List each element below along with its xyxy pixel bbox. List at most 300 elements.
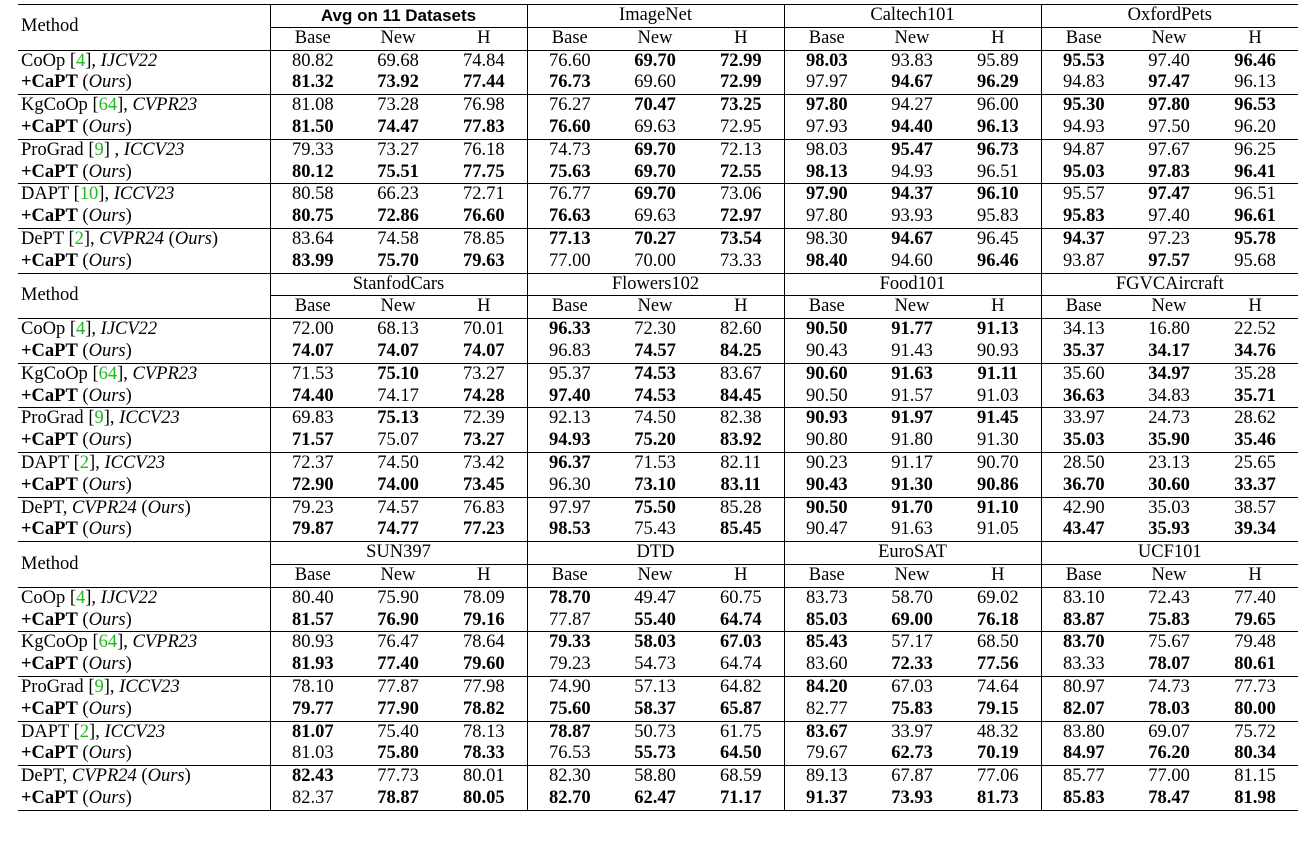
value-cell: 90.80 — [784, 430, 869, 452]
value-cell: 72.90 — [270, 475, 355, 497]
value-cell: 98.13 — [784, 162, 869, 184]
citation-link[interactable]: 4 — [76, 50, 86, 71]
value-cell: 71.53 — [612, 452, 698, 474]
value-cell: 74.28 — [462, 385, 505, 406]
value-cell: 72.00 — [270, 319, 355, 341]
method-name: +CaPT — [21, 787, 78, 808]
ours-label: Ours — [88, 340, 126, 361]
value-cell: 77.13 — [527, 228, 612, 250]
metric-header: Base — [270, 27, 355, 50]
table-row — [18, 632, 1298, 654]
value-cell: 82.30 — [527, 766, 612, 788]
method-cell: DePT, CVPR24 (Ours) — [18, 766, 270, 788]
value-cell: 91.77 — [869, 319, 955, 341]
value-cell: 69.83 — [270, 408, 355, 430]
value-cell: 74.58 — [355, 228, 441, 250]
venue-label: ICCV23 — [119, 676, 180, 697]
metric-header: Base — [784, 564, 869, 587]
value-cell: 64.82 — [698, 676, 784, 698]
venue-label: IJCV22 — [100, 587, 158, 608]
table-row — [18, 72, 1298, 94]
metric-header: Base — [1041, 564, 1126, 587]
table-row — [18, 699, 1298, 721]
value-cell: 72.13 — [698, 139, 784, 161]
method-cell: +CaPT (Ours) — [21, 609, 132, 630]
value-cell: 81.50 — [270, 117, 355, 139]
table-row — [18, 386, 1298, 408]
value-cell: 96.13 — [976, 116, 1019, 137]
value-cell: 96.53 — [1212, 95, 1298, 117]
value-cell: 92.13 — [527, 408, 612, 430]
value-cell: 78.03 — [1148, 698, 1190, 719]
value-cell: 69.70 — [634, 161, 676, 182]
value-cell: 77.06 — [955, 766, 1041, 788]
value-cell: 73.25 — [698, 95, 784, 117]
value-cell: 80.82 — [270, 50, 355, 72]
venue-label: CVPR23 — [132, 632, 198, 653]
method-cell: +CaPT (Ours) — [21, 206, 132, 227]
value-cell: 76.18 — [976, 609, 1019, 630]
value-cell: 72.55 — [719, 161, 762, 182]
value-cell: 94.27 — [869, 95, 955, 117]
value-cell: 72.99 — [698, 50, 784, 72]
metric-header: New — [1126, 564, 1212, 587]
value-cell: 49.47 — [612, 587, 698, 609]
value-cell: 70.19 — [976, 743, 1019, 764]
citation-link[interactable]: 9 — [94, 676, 104, 697]
method-cell: +CaPT (Ours) — [21, 698, 132, 719]
value-cell: 79.23 — [270, 497, 355, 519]
method-cell: ProGrad [9] , ICCV23 — [18, 139, 270, 161]
value-cell: 64.74 — [719, 654, 762, 675]
value-cell: 74.17 — [377, 385, 419, 406]
value-cell: 98.30 — [784, 228, 869, 250]
value-cell: 75.83 — [891, 698, 933, 719]
value-cell: 80.01 — [441, 766, 527, 788]
value-cell: 74.00 — [377, 474, 419, 495]
value-cell: 77.00 — [1126, 766, 1212, 788]
value-cell: 80.40 — [270, 587, 355, 609]
value-cell: 82.70 — [527, 788, 612, 810]
value-cell: 57.17 — [869, 632, 955, 654]
value-cell: 80.58 — [270, 184, 355, 206]
metric-header: New — [1126, 27, 1212, 50]
value-cell: 96.25 — [1212, 139, 1298, 161]
value-cell: 83.67 — [784, 721, 869, 743]
table-row — [18, 228, 1298, 250]
citation-link[interactable]: 4 — [76, 587, 86, 608]
value-cell: 94.93 — [891, 161, 933, 182]
value-cell: 90.70 — [955, 452, 1041, 474]
value-cell: 77.23 — [462, 519, 505, 540]
value-cell: 95.89 — [955, 50, 1041, 72]
value-cell: 78.85 — [441, 228, 527, 250]
method-name: +CaPT — [21, 72, 78, 93]
value-cell: 79.48 — [1212, 632, 1298, 654]
value-cell: 73.42 — [441, 452, 527, 474]
ours-label: Ours — [88, 116, 126, 137]
value-cell: 79.60 — [462, 654, 505, 675]
metric-header: New — [612, 564, 698, 587]
value-cell: 96.30 — [527, 475, 612, 497]
value-cell: 77.83 — [462, 116, 505, 137]
value-cell: 78.70 — [527, 587, 612, 609]
value-cell: 75.10 — [355, 363, 441, 385]
value-cell: 79.16 — [462, 609, 505, 630]
value-cell: 55.40 — [634, 609, 676, 630]
metric-header: Base — [270, 296, 355, 319]
value-cell: 77.00 — [527, 251, 612, 273]
value-cell: 69.70 — [612, 50, 698, 72]
value-cell: 77.98 — [441, 676, 527, 698]
method-name: +CaPT — [21, 250, 78, 271]
value-cell: 79.67 — [784, 743, 869, 765]
value-cell: 96.73 — [955, 139, 1041, 161]
table-row — [18, 184, 1298, 206]
value-cell: 94.67 — [869, 228, 955, 250]
value-cell: 81.98 — [1212, 788, 1298, 810]
value-cell: 75.13 — [355, 408, 441, 430]
value-cell: 67.03 — [698, 632, 784, 654]
table-row — [18, 319, 1298, 341]
table-row — [18, 610, 1298, 632]
value-cell: 94.60 — [891, 250, 933, 271]
value-cell: 55.73 — [634, 743, 676, 764]
ours-label: Ours — [88, 654, 126, 675]
value-cell: 81.32 — [270, 72, 355, 94]
metric-header: Base — [784, 296, 869, 319]
dataset-header-row — [18, 542, 1298, 565]
value-cell: 75.90 — [355, 587, 441, 609]
value-cell: 61.75 — [698, 721, 784, 743]
value-cell: 93.93 — [891, 206, 933, 227]
value-cell: 69.68 — [355, 50, 441, 72]
value-cell: 70.01 — [441, 319, 527, 341]
metric-header: New — [355, 296, 441, 319]
value-cell: 58.70 — [869, 587, 955, 609]
value-cell: 75.20 — [634, 430, 676, 451]
value-cell: 77.73 — [1212, 676, 1298, 698]
value-cell: 96.51 — [976, 161, 1019, 182]
value-cell: 80.75 — [270, 206, 355, 228]
value-cell: 35.93 — [1148, 519, 1190, 540]
method-cell: DAPT [2], ICCV23 — [18, 452, 270, 474]
value-cell: 76.77 — [527, 184, 612, 206]
value-cell: 77.40 — [1212, 587, 1298, 609]
ours-label: Ours — [88, 206, 126, 227]
value-cell: 85.28 — [698, 497, 784, 519]
value-cell: 68.13 — [355, 319, 441, 341]
value-cell: 39.34 — [1234, 519, 1276, 540]
dataset-header: EuroSAT — [784, 542, 1041, 565]
value-cell: 34.83 — [1148, 385, 1190, 406]
citation-link[interactable]: 4 — [76, 319, 86, 340]
value-cell: 76.73 — [527, 72, 612, 94]
value-cell: 79.33 — [270, 139, 355, 161]
value-cell: 73.45 — [462, 474, 505, 495]
ours-label: Ours — [174, 228, 212, 249]
value-cell: 36.63 — [1041, 386, 1126, 408]
value-cell: 80.00 — [1234, 698, 1276, 719]
citation-link[interactable]: 2 — [79, 452, 90, 473]
value-cell: 85.43 — [784, 632, 869, 654]
metric-header: H — [698, 564, 784, 587]
method-cell: DAPT [10], ICCV23 — [18, 184, 270, 206]
method-name: +CaPT — [21, 430, 78, 451]
value-cell: 77.87 — [355, 676, 441, 698]
citation-link[interactable]: 2 — [74, 228, 84, 249]
value-cell: 96.45 — [955, 228, 1041, 250]
value-cell: 76.47 — [355, 632, 441, 654]
value-cell: 84.45 — [719, 385, 762, 406]
value-cell: 90.50 — [784, 319, 869, 341]
dataset-header: OxfordPets — [1041, 5, 1298, 28]
venue-label: CVPR24 — [72, 497, 137, 518]
value-cell: 84.25 — [719, 340, 762, 361]
value-cell: 34.97 — [1126, 363, 1212, 385]
value-cell: 97.93 — [784, 117, 869, 139]
dataset-header-row — [18, 5, 1298, 28]
value-cell: 91.17 — [869, 452, 955, 474]
value-cell: 94.67 — [891, 72, 933, 93]
value-cell: 75.51 — [377, 161, 419, 182]
method-name: ProGrad — [21, 139, 84, 160]
value-cell: 96.33 — [527, 319, 612, 341]
value-cell: 83.33 — [1041, 654, 1126, 676]
table-row — [18, 341, 1298, 363]
value-cell: 84.20 — [784, 676, 869, 698]
ours-label: Ours — [147, 766, 185, 787]
value-cell: 66.23 — [355, 184, 441, 206]
value-cell: 78.47 — [1126, 788, 1212, 810]
method-name: +CaPT — [21, 116, 78, 137]
value-cell: 96.46 — [976, 250, 1019, 271]
value-cell: 76.83 — [441, 497, 527, 519]
method-name: +CaPT — [21, 743, 78, 764]
value-cell: 72.39 — [441, 408, 527, 430]
value-cell: 96.83 — [527, 341, 612, 363]
value-cell: 24.73 — [1126, 408, 1212, 430]
value-cell: 81.57 — [270, 610, 355, 632]
value-cell: 97.40 — [1126, 50, 1212, 72]
value-cell: 97.40 — [527, 386, 612, 408]
method-name: +CaPT — [21, 519, 78, 540]
metric-header: H — [1212, 564, 1298, 587]
value-cell: 96.00 — [955, 95, 1041, 117]
ours-label: Ours — [88, 787, 126, 808]
value-cell: 91.80 — [891, 430, 933, 451]
table-row — [18, 721, 1298, 743]
value-cell: 74.47 — [377, 116, 419, 137]
value-cell: 72.71 — [441, 184, 527, 206]
value-cell: 95.53 — [1041, 50, 1126, 72]
method-cell: +CaPT (Ours) — [21, 430, 132, 451]
value-cell: 97.80 — [1126, 95, 1212, 117]
method-cell: +CaPT (Ours) — [18, 788, 270, 810]
value-cell: 74.84 — [441, 50, 527, 72]
value-cell: 74.64 — [955, 676, 1041, 698]
table-row — [18, 139, 1298, 161]
value-cell: 48.32 — [955, 721, 1041, 743]
dataset-header: FGVCAircraft — [1041, 273, 1298, 296]
value-cell: 74.40 — [270, 386, 355, 408]
value-cell: 76.18 — [441, 139, 527, 161]
value-cell: 91.03 — [976, 385, 1019, 406]
dataset-header: Food101 — [784, 273, 1041, 296]
method-name: DePT — [21, 497, 63, 518]
value-cell: 97.97 — [784, 72, 869, 94]
value-cell: 94.87 — [1041, 139, 1126, 161]
value-cell: 75.40 — [355, 721, 441, 743]
value-cell: 74.57 — [355, 497, 441, 519]
ours-label: Ours — [88, 250, 126, 271]
value-cell: 98.03 — [784, 139, 869, 161]
method-name: DAPT — [21, 721, 69, 742]
value-cell: 68.50 — [955, 632, 1041, 654]
value-cell: 75.80 — [377, 743, 419, 764]
citation-link[interactable]: 9 — [94, 408, 104, 429]
value-cell: 16.80 — [1126, 319, 1212, 341]
value-cell: 81.08 — [270, 95, 355, 117]
value-cell: 72.33 — [891, 654, 933, 675]
value-cell: 74.07 — [377, 340, 419, 361]
value-cell: 94.83 — [1041, 72, 1126, 94]
value-cell: 83.10 — [1041, 587, 1126, 609]
venue-label: CVPR23 — [132, 363, 198, 384]
value-cell: 28.62 — [1212, 408, 1298, 430]
value-cell: 34.17 — [1148, 340, 1190, 361]
value-cell: 68.59 — [698, 766, 784, 788]
dataset-header: Flowers102 — [527, 273, 784, 296]
table-row — [18, 475, 1298, 497]
value-cell: 69.60 — [634, 72, 676, 93]
value-cell: 84.97 — [1041, 743, 1126, 765]
metric-header: Base — [784, 27, 869, 50]
value-cell: 34.76 — [1234, 340, 1276, 361]
value-cell: 95.30 — [1041, 95, 1126, 117]
metric-header: H — [698, 27, 784, 50]
method-cell: +CaPT (Ours) — [21, 385, 132, 406]
value-cell: 58.80 — [612, 766, 698, 788]
value-cell: 91.13 — [955, 319, 1041, 341]
value-cell: 90.43 — [784, 475, 869, 497]
ours-label: Ours — [147, 497, 185, 518]
value-cell: 69.02 — [955, 587, 1041, 609]
value-cell: 80.05 — [441, 788, 527, 810]
value-cell: 58.03 — [612, 632, 698, 654]
table-row — [18, 50, 1298, 72]
value-cell: 75.72 — [1212, 721, 1298, 743]
value-cell: 73.27 — [355, 139, 441, 161]
value-cell: 72.97 — [719, 206, 762, 227]
value-cell: 97.80 — [784, 95, 869, 117]
method-name: +CaPT — [21, 385, 78, 406]
method-name: DAPT — [21, 452, 69, 473]
value-cell: 35.03 — [1126, 497, 1212, 519]
table-row — [18, 519, 1298, 541]
value-cell: 69.00 — [891, 609, 933, 630]
method-cell: CoOp [4], IJCV22 — [18, 319, 270, 341]
value-cell: 83.80 — [1041, 721, 1126, 743]
venue-label: CVPR24 — [72, 766, 137, 787]
value-cell: 82.07 — [1041, 699, 1126, 721]
value-cell: 64.74 — [719, 609, 762, 630]
citation-link[interactable]: 64 — [98, 95, 118, 116]
value-cell: 80.61 — [1234, 654, 1276, 675]
value-cell: 72.30 — [612, 319, 698, 341]
method-name: CoOp — [21, 587, 66, 608]
results-table — [18, 4, 1298, 811]
method-name: +CaPT — [21, 474, 78, 495]
value-cell: 82.60 — [698, 319, 784, 341]
value-cell: 74.73 — [1126, 676, 1212, 698]
value-cell: 81.15 — [1212, 766, 1298, 788]
value-cell: 33.97 — [869, 721, 955, 743]
value-cell: 96.13 — [1234, 72, 1276, 93]
value-cell: 95.83 — [1041, 206, 1126, 228]
value-cell: 85.45 — [719, 519, 762, 540]
value-cell: 64.50 — [719, 743, 762, 764]
value-cell: 65.87 — [719, 698, 762, 719]
value-cell: 94.37 — [1041, 228, 1126, 250]
method-name: ProGrad — [21, 676, 84, 697]
citation-link[interactable]: 64 — [98, 363, 118, 384]
value-cell: 96.10 — [955, 184, 1041, 206]
value-cell: 79.65 — [1234, 609, 1276, 630]
value-cell: 62.47 — [612, 788, 698, 810]
value-cell: 97.50 — [1148, 116, 1190, 137]
value-cell: 74.07 — [270, 341, 355, 363]
citation-link[interactable]: 64 — [98, 632, 118, 653]
method-cell: +CaPT (Ours) — [21, 654, 132, 675]
value-cell: 97.83 — [1148, 161, 1190, 182]
venue-label: IJCV22 — [100, 319, 158, 340]
citation-link[interactable]: 9 — [94, 139, 104, 160]
value-cell: 33.97 — [1041, 408, 1126, 430]
method-name: KgCoOp — [21, 363, 88, 384]
value-cell: 96.51 — [1212, 184, 1298, 206]
value-cell: 76.27 — [527, 95, 612, 117]
method-cell: DePT [2], CVPR24 (Ours) — [18, 228, 270, 250]
citation-link[interactable]: 10 — [79, 184, 99, 205]
metric-header: New — [869, 27, 955, 50]
value-cell: 25.65 — [1212, 452, 1298, 474]
value-cell: 79.87 — [270, 519, 355, 541]
citation-link[interactable]: 2 — [79, 721, 90, 742]
value-cell: 77.90 — [377, 698, 419, 719]
method-name: CoOp — [21, 50, 66, 71]
method-cell: +CaPT (Ours) — [21, 72, 132, 93]
table-row — [18, 676, 1298, 698]
method-name: +CaPT — [21, 698, 78, 719]
venue-label: ICCV23 — [104, 452, 166, 473]
value-cell: 98.40 — [784, 251, 869, 273]
metric-header: New — [869, 564, 955, 587]
venue-label: IJCV22 — [100, 50, 158, 71]
method-cell: KgCoOp [64], CVPR23 — [18, 363, 270, 385]
value-cell: 74.57 — [634, 340, 676, 361]
value-cell: 96.29 — [976, 72, 1019, 93]
value-cell: 73.27 — [441, 363, 527, 385]
value-cell: 73.28 — [355, 95, 441, 117]
metric-header: H — [955, 564, 1041, 587]
value-cell: 73.10 — [634, 474, 676, 495]
value-cell: 95.83 — [976, 206, 1019, 227]
table-row — [18, 743, 1298, 765]
value-cell: 90.23 — [784, 452, 869, 474]
value-cell: 97.90 — [784, 184, 869, 206]
value-cell: 60.75 — [698, 587, 784, 609]
